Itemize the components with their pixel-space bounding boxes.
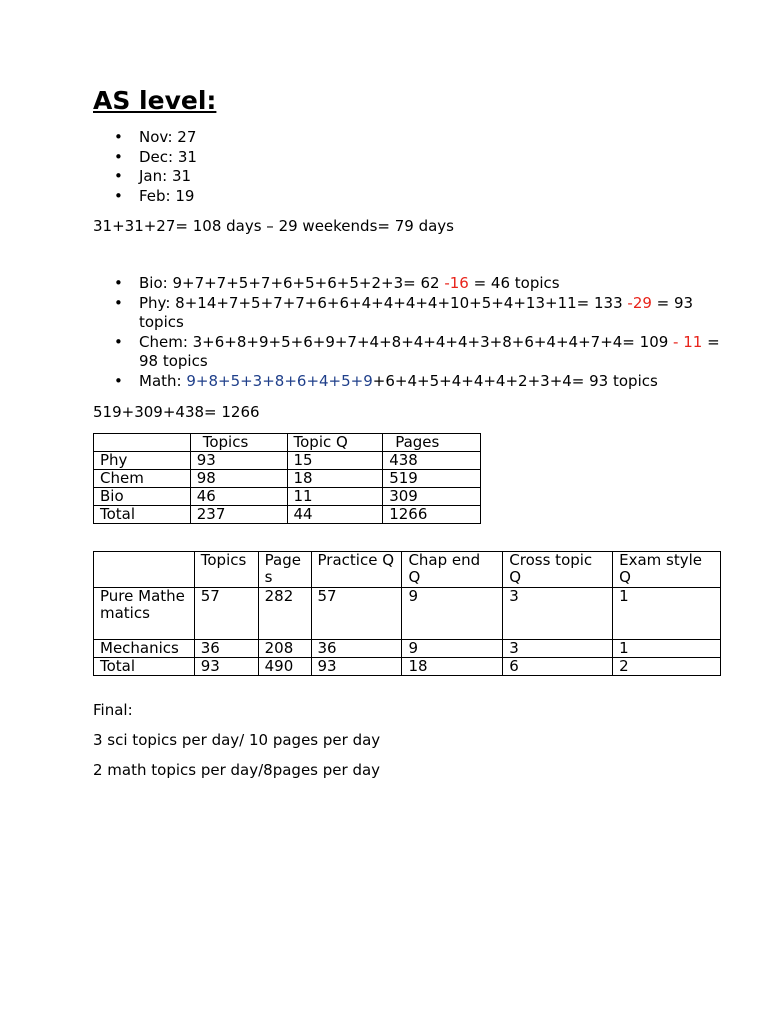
table-cell: 9 bbox=[402, 640, 503, 658]
final-math-plan: 2 math topics per day/8pages per day bbox=[93, 761, 381, 779]
header-cell bbox=[94, 434, 191, 452]
table-cell: 3 bbox=[503, 640, 613, 658]
math-label: Math: bbox=[139, 371, 187, 390]
table-cell: 93 bbox=[190, 452, 287, 470]
bio-result: = 46 topics bbox=[468, 274, 560, 292]
table-cell: 490 bbox=[258, 658, 311, 676]
table-cell: 6 bbox=[503, 658, 613, 676]
table-cell: Pure Mathematics bbox=[94, 588, 195, 640]
final-label: Final: bbox=[93, 701, 133, 719]
list-item-chem bbox=[93, 333, 729, 372]
phy-deduction: -29 bbox=[627, 293, 652, 312]
bio-deduction: -16 bbox=[444, 274, 469, 292]
table-cell: 46 bbox=[190, 488, 287, 506]
phy-sum: Phy: 8+14+7+5+7+7+6+6+4+4+4+4+10+5+4+13+11= 133 bbox=[139, 293, 628, 312]
list-item-phy bbox=[93, 294, 729, 333]
header-cell: Topics bbox=[190, 434, 287, 452]
table-row bbox=[94, 640, 721, 658]
science-table bbox=[93, 433, 481, 524]
table-header-row bbox=[94, 552, 721, 588]
phy-result: = 93 topics bbox=[139, 293, 694, 332]
table-cell: 57 bbox=[194, 588, 258, 640]
math-highlighted-sum: 9+8+5+3+8+6+4+5+9 bbox=[186, 371, 373, 390]
bullet-icon: • bbox=[114, 371, 123, 390]
days-calculation: 31+31+27= 108 days – 29 weekends= 79 days bbox=[93, 217, 454, 235]
month-text: Dec: 31 bbox=[139, 147, 197, 166]
table-cell: 237 bbox=[190, 506, 287, 524]
page-title: AS level: bbox=[93, 86, 217, 115]
chem-sum: Chem: 3+6+8+9+5+6+9+7+4+8+4+4+4+3+8+6+4+4+7+4= 109 bbox=[139, 332, 674, 351]
months-list bbox=[93, 128, 729, 206]
list-item-bio bbox=[93, 274, 729, 294]
table-cell: Mechanics bbox=[94, 640, 195, 658]
table-cell: 93 bbox=[194, 658, 258, 676]
list-item bbox=[93, 187, 729, 207]
bullet-icon: • bbox=[114, 128, 123, 146]
table-header-row bbox=[94, 434, 481, 452]
math-table bbox=[93, 551, 721, 676]
table-cell: 519 bbox=[383, 470, 481, 488]
table-cell: 36 bbox=[311, 640, 402, 658]
bio-sum: Bio: 9+7+7+5+7+6+5+6+5+2+3= 62 bbox=[139, 274, 445, 292]
chem-deduction: - 11 bbox=[673, 332, 703, 351]
table-row-total bbox=[94, 658, 721, 676]
subjects-list bbox=[93, 274, 729, 392]
table-cell: 1266 bbox=[383, 506, 481, 524]
table-cell: 2 bbox=[613, 658, 721, 676]
bullet-icon: • bbox=[114, 167, 123, 186]
table-cell: 11 bbox=[287, 488, 383, 506]
table-cell: Chem bbox=[94, 470, 191, 488]
bullet-icon: • bbox=[114, 186, 123, 205]
table-cell: 309 bbox=[383, 488, 481, 506]
bullet-icon: • bbox=[114, 332, 123, 351]
list-item bbox=[93, 148, 729, 168]
month-text: Nov: 27 bbox=[139, 128, 197, 146]
table-cell: 44 bbox=[287, 506, 383, 524]
table-row bbox=[94, 470, 481, 488]
table-cell: 9 bbox=[402, 588, 503, 640]
table-cell: 1 bbox=[613, 640, 721, 658]
header-cell: Exam style Q bbox=[613, 552, 721, 588]
list-item-math bbox=[93, 372, 729, 392]
header-cell bbox=[94, 552, 195, 588]
bullet-icon: • bbox=[114, 147, 123, 166]
month-text: Jan: 31 bbox=[139, 167, 192, 186]
table-cell: 438 bbox=[383, 452, 481, 470]
table-cell: 1 bbox=[613, 588, 721, 640]
header-cell: Pages bbox=[383, 434, 481, 452]
table-cell: 93 bbox=[311, 658, 402, 676]
header-cell: Topics bbox=[194, 552, 258, 588]
table-row bbox=[94, 588, 721, 640]
header-cell: Practice Q bbox=[311, 552, 402, 588]
table-cell: 282 bbox=[258, 588, 311, 640]
table-row-total bbox=[94, 506, 481, 524]
pages-calculation: 519+309+438= 1266 bbox=[93, 403, 260, 421]
final-science-plan: 3 sci topics per day/ 10 pages per day bbox=[93, 731, 381, 749]
table-cell: Total bbox=[94, 658, 195, 676]
table-cell: Phy bbox=[94, 452, 191, 470]
table-row bbox=[94, 452, 481, 470]
table-cell: 15 bbox=[287, 452, 383, 470]
list-item bbox=[93, 128, 729, 148]
table-cell: Total bbox=[94, 506, 191, 524]
math-result: +6+4+5+4+4+4+2+3+4= 93 topics bbox=[372, 371, 658, 390]
table-cell: 208 bbox=[258, 640, 311, 658]
table-cell: 18 bbox=[402, 658, 503, 676]
table-cell: 57 bbox=[311, 588, 402, 640]
table-row bbox=[94, 488, 481, 506]
chem-result: = 98 topics bbox=[139, 332, 720, 371]
table-cell: 98 bbox=[190, 470, 287, 488]
header-cell: Pages bbox=[258, 552, 311, 588]
month-text: Feb: 19 bbox=[139, 186, 195, 205]
header-cell: Chap end Q bbox=[402, 552, 503, 588]
bullet-icon: • bbox=[114, 293, 123, 312]
table-cell: Bio bbox=[94, 488, 191, 506]
header-cell: Topic Q bbox=[287, 434, 383, 452]
bullet-icon: • bbox=[114, 274, 123, 292]
list-item bbox=[93, 167, 729, 187]
table-cell: 36 bbox=[194, 640, 258, 658]
table-cell: 3 bbox=[503, 588, 613, 640]
header-cell: Cross topic Q bbox=[503, 552, 613, 588]
table-cell: 18 bbox=[287, 470, 383, 488]
